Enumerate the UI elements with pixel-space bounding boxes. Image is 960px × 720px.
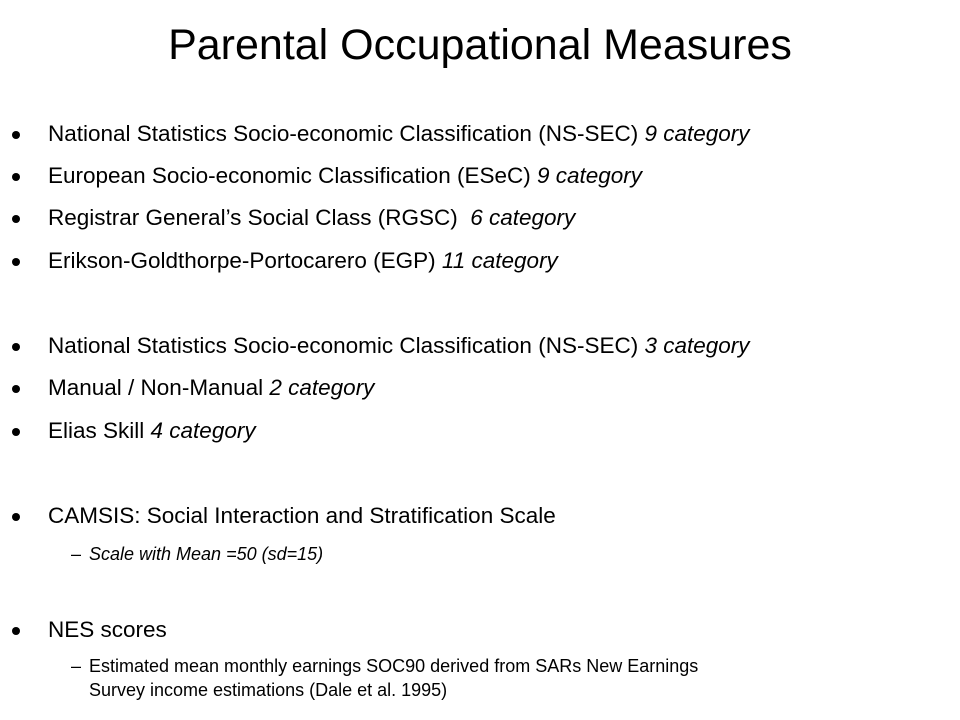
- item-text: CAMSIS: Social Interaction and Stratification Scale: [48, 503, 556, 528]
- item-text: Elias Skill: [48, 418, 151, 443]
- item-category: 4 category: [150, 418, 256, 443]
- bullet-icon: [12, 513, 20, 521]
- bullet-icon: [12, 215, 20, 223]
- dash-marker: –: [71, 544, 82, 564]
- item-text: National Statistics Socio-economic Classification (NS-SEC): [48, 121, 645, 146]
- bullet-icon: [12, 173, 20, 181]
- bullet-icon: [12, 343, 20, 351]
- bullet-icon: [12, 258, 20, 266]
- dash-marker: –: [71, 656, 82, 676]
- item-text: Erikson-Goldthorpe-Portocarero (EGP): [48, 248, 442, 273]
- item-category: 3 category: [644, 333, 750, 358]
- bullet-icon: [12, 627, 20, 635]
- item-text: European Socio-economic Classification (ESeC): [48, 163, 537, 188]
- slide-title: Parental Occupational Measures: [168, 21, 792, 69]
- item-category: 6 category: [470, 205, 576, 230]
- item-category: 2 category: [269, 375, 375, 400]
- item-category: 11 category: [441, 248, 558, 273]
- item-text: National Statistics Socio-economic Classification (NS-SEC): [48, 333, 645, 358]
- sub-item-text-continued: Survey income estimations (Dale et al. 1995): [89, 680, 448, 700]
- item-category: 9 category: [536, 163, 643, 188]
- bullet-icon: [12, 385, 20, 393]
- item-text: Manual / Non-Manual: [48, 375, 270, 400]
- item-category: 9 category: [644, 121, 750, 146]
- item-text: Registrar General’s Social Class (RGSC): [48, 205, 471, 230]
- sub-item-text: Scale with Mean =50 (sd=15): [89, 544, 324, 564]
- bullet-icon: [12, 428, 20, 436]
- sub-item-text: Estimated mean monthly earnings SOC90 derived from SARs New Earnings: [89, 656, 699, 676]
- bullet-icon: [12, 131, 20, 139]
- item-text: NES scores: [48, 617, 167, 642]
